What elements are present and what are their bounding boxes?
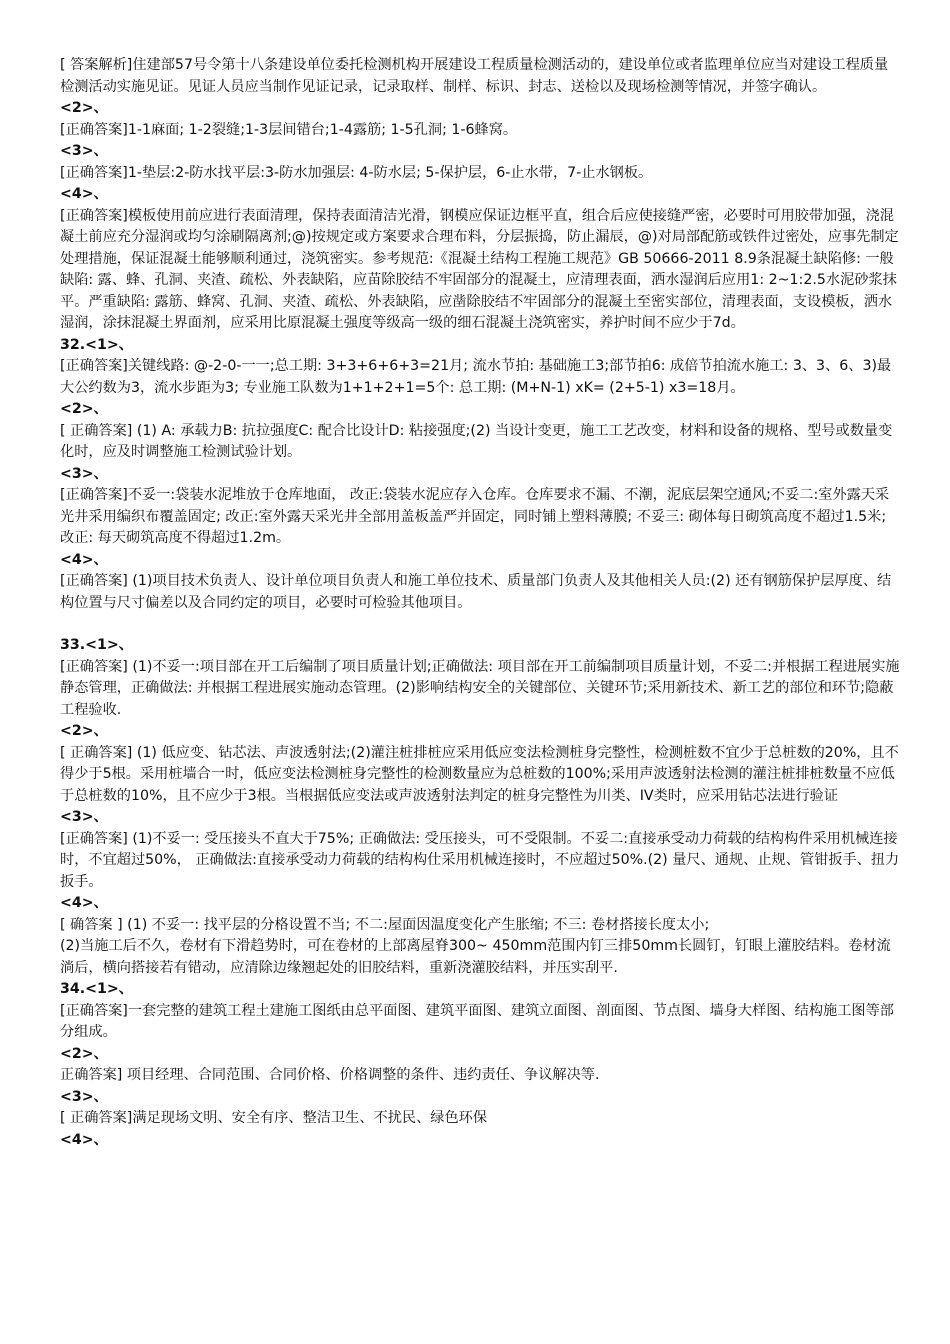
answer-paragraph: [正确答案]1-1麻面; 1-2裂缝;1-3层间错台;1-4露筋; 1-5孔洞; 1-6蜂窝。 <box>60 121 518 138</box>
question-heading: 32.<1>、 <box>60 336 133 353</box>
question-heading: <3>、 <box>60 1088 108 1105</box>
question-heading: <2>、 <box>60 723 108 739</box>
question-heading: <2>、 <box>60 1045 108 1062</box>
answer-paragraph: [ 正确答案] (1) 低应变、钻芯法、声波透射法;(2)灌注桩排桩应采用低应变法检测桩身完整性，检测桩数不宜少于总桩数的20%，且不得少于5根。采用桩墙合一时，低应变法检测桩身完整性的检测数量应为总桩数的100%;采用声波透射法检测的灌注桩排桩数量不应低于总桩数的10%，且不应少于3根。当根据低应变法或声波透射法判定的桩身完整性为川类、IV类时，应采用钻芯法进行验证 <box>60 744 899 804</box>
answer-paragraph: [正确答案]1-垫层:2-防水找平层:3-防水加强层: 4-防水层; 5-保护层，6-止水带，7-止水钢板。 <box>60 164 653 181</box>
answer-paragraph: 正确答案] 项目经理、合同范围、合同价格、价格调整的条件、违约责任、争议解决等. <box>60 1067 600 1083</box>
answer-paragraph: [ 正确答案] (1) A: 承载力B: 抗拉强度C: 配合比设计D: 粘接强度;(2) 当设计变更，施工工艺改变，材料和设备的规格、型号或数量变化时，应及时调整施工检测试验计划。 <box>60 422 893 460</box>
answer-paragraph: [正确答案] (1)不妥一:项目部在开工后编制了项目质量计划;正确做法: 项目部在开工前编制项目质量计划，不妥二:并根据工程进展实施静态管理，正确做法: 并根据工程进展实施动态管理。(2)影响结构安全的关键部位、关键环节;采用新技术、新工艺的部位和环节;隐蔽工程验收. <box>60 658 900 718</box>
blank-line <box>60 614 900 635</box>
answer-paragraph: (2)当施工后不久，卷材有下滑趋势时，可在卷材的上部离屋脊300~ 450mm范围内钉三排50mm长圆钉，钉眼上灌胶结料。卷材流淌后，横向搭接若有错动，应清除边缘翘起处的旧胶结料，重新浇灌胶结料，并压实刮平. <box>60 938 891 976</box>
question-heading: <4>、 <box>60 186 108 202</box>
question-heading: <2>、 <box>60 100 108 116</box>
answer-paragraph: [ 答案解析]住建部57号令第十八条建设单位委托检测机构开展建设工程质量检测活动的，建设单位或者监理单位应当对建设工程质量检测活动实施见证。见证人员应当制作见证记录，记录取样、制样、标识、封志、送检以及现场检测等情况，并签字确认。 <box>60 57 889 95</box>
answer-paragraph: [正确答案]不妥一:袋装水泥堆放于仓库地面， 改正:袋装水泥应存入仓库。仓库要求不漏、不潮，泥底层架空通风;不妥二:室外露天采光井采用编织布覆盖固定; 改正:室外露天采光井全部用盖板盖严并固定，同时铺上塑料薄膜; 不妥三: 砌体每日砌筑高度不超过1.5米; 改正: 每天砌筑高度不得超过1.2m。 <box>60 487 890 546</box>
document-body <box>60 55 900 1151</box>
question-heading: <4>、 <box>60 551 108 568</box>
question-heading: <4>、 <box>60 1131 108 1148</box>
answer-paragraph: [ 正确答案]满足现场文明、安全有序、整洁卫生、不扰民、绿色环保 <box>60 1110 488 1126</box>
question-heading: 34.<1>、 <box>60 981 133 997</box>
answer-paragraph: [正确答案]关键线路: @-2-0-一一;总工期: 3+3+6+6+3=21月; 流水节拍: 基础施工3;部节拍6: 成倍节拍流水施工: 3、3、6、3)最大公约数为3，流水步距为3; 专业施工队数为1+1+2+1=5个: 总工期: (M+N-1) xK= (2+5-1) x3=18月。 <box>60 358 892 396</box>
answer-paragraph: [ 确答案 ] (1) 不妥一: 找平层的分格设置不当; 不二:屋面因温度变化产生胀缩; 不三: 卷材搭接长度太小; <box>60 916 710 933</box>
question-heading: <3>、 <box>60 809 108 825</box>
question-heading: 33.<1>、 <box>60 637 133 653</box>
question-heading: <3>、 <box>60 465 108 482</box>
answer-paragraph: [正确答案] (1)项目技术负责人、设计单位项目负责人和施工单位技术、质量部门负责人及其他相关人员:(2) 还有钢筋保护层厚度、结构位置与尺寸偏差以及合同约定的项目，必要时可检验其他项目。 <box>60 573 892 611</box>
answer-paragraph: [正确答案] (1)不妥一: 受压接头不直大于75%; 正确做法: 受压接头，可不受限制。不妥二:直接承受动力荷载的结构构件采用机械连接时，不宜超过50%， 正确做法:直接承受动力荷载的结构构仕采用机械连接时，不应超过50%.(2) 量尺、通规、止规、管钳扳手、扭力扳手。 <box>60 830 900 890</box>
question-heading: <3>、 <box>60 143 108 159</box>
question-heading: <2>、 <box>60 401 108 417</box>
answer-paragraph: [正确答案]一套完整的建筑工程土建施工图纸由总平面图、建筑平面图、建筑立面图、剖面图、节点图、墙身大样图、结构施工图等部分组成。 <box>60 1002 894 1040</box>
question-heading: <4>、 <box>60 895 108 911</box>
answer-paragraph: [正确答案]模板使用前应进行表面清理，保持表面清洁光滑，钢模应保证边框平直，组合后应使接缝严密，必要时可用胶带加强，浇混凝土前应充分湿润或均匀涂刷隔离剂;@)按规定或方案要求合理布料，分层振捣，防止漏辰，@)对局部配筋或铁件过密处，应事先制定处理措施，保证混凝土能够顺利通过，浇筑密实。参考规范:《混凝土结构工程施工规范》GB 50666-2011 8.9条混凝土缺陷修: 一般缺陷: 露、蜂、孔洞、夹渣、疏松、外表缺陷，应苗除胶结不牢固部分的混凝土，应清理表面，洒水湿润后应用1: 2~1:2.5水泥砂浆抹平。严重缺陷: 露筋、蜂窝、孔洞、夹渣、疏松、外表缺陷，应凿除胶结不牢固部分的混凝土至密实部位，清理表面，支设模板，洒水湿润，涂抹混凝土界面剂，应采用比原混凝土强度等级高一级的细石混凝土浇筑密实，养护时间不应少于7d。 <box>60 207 899 331</box>
